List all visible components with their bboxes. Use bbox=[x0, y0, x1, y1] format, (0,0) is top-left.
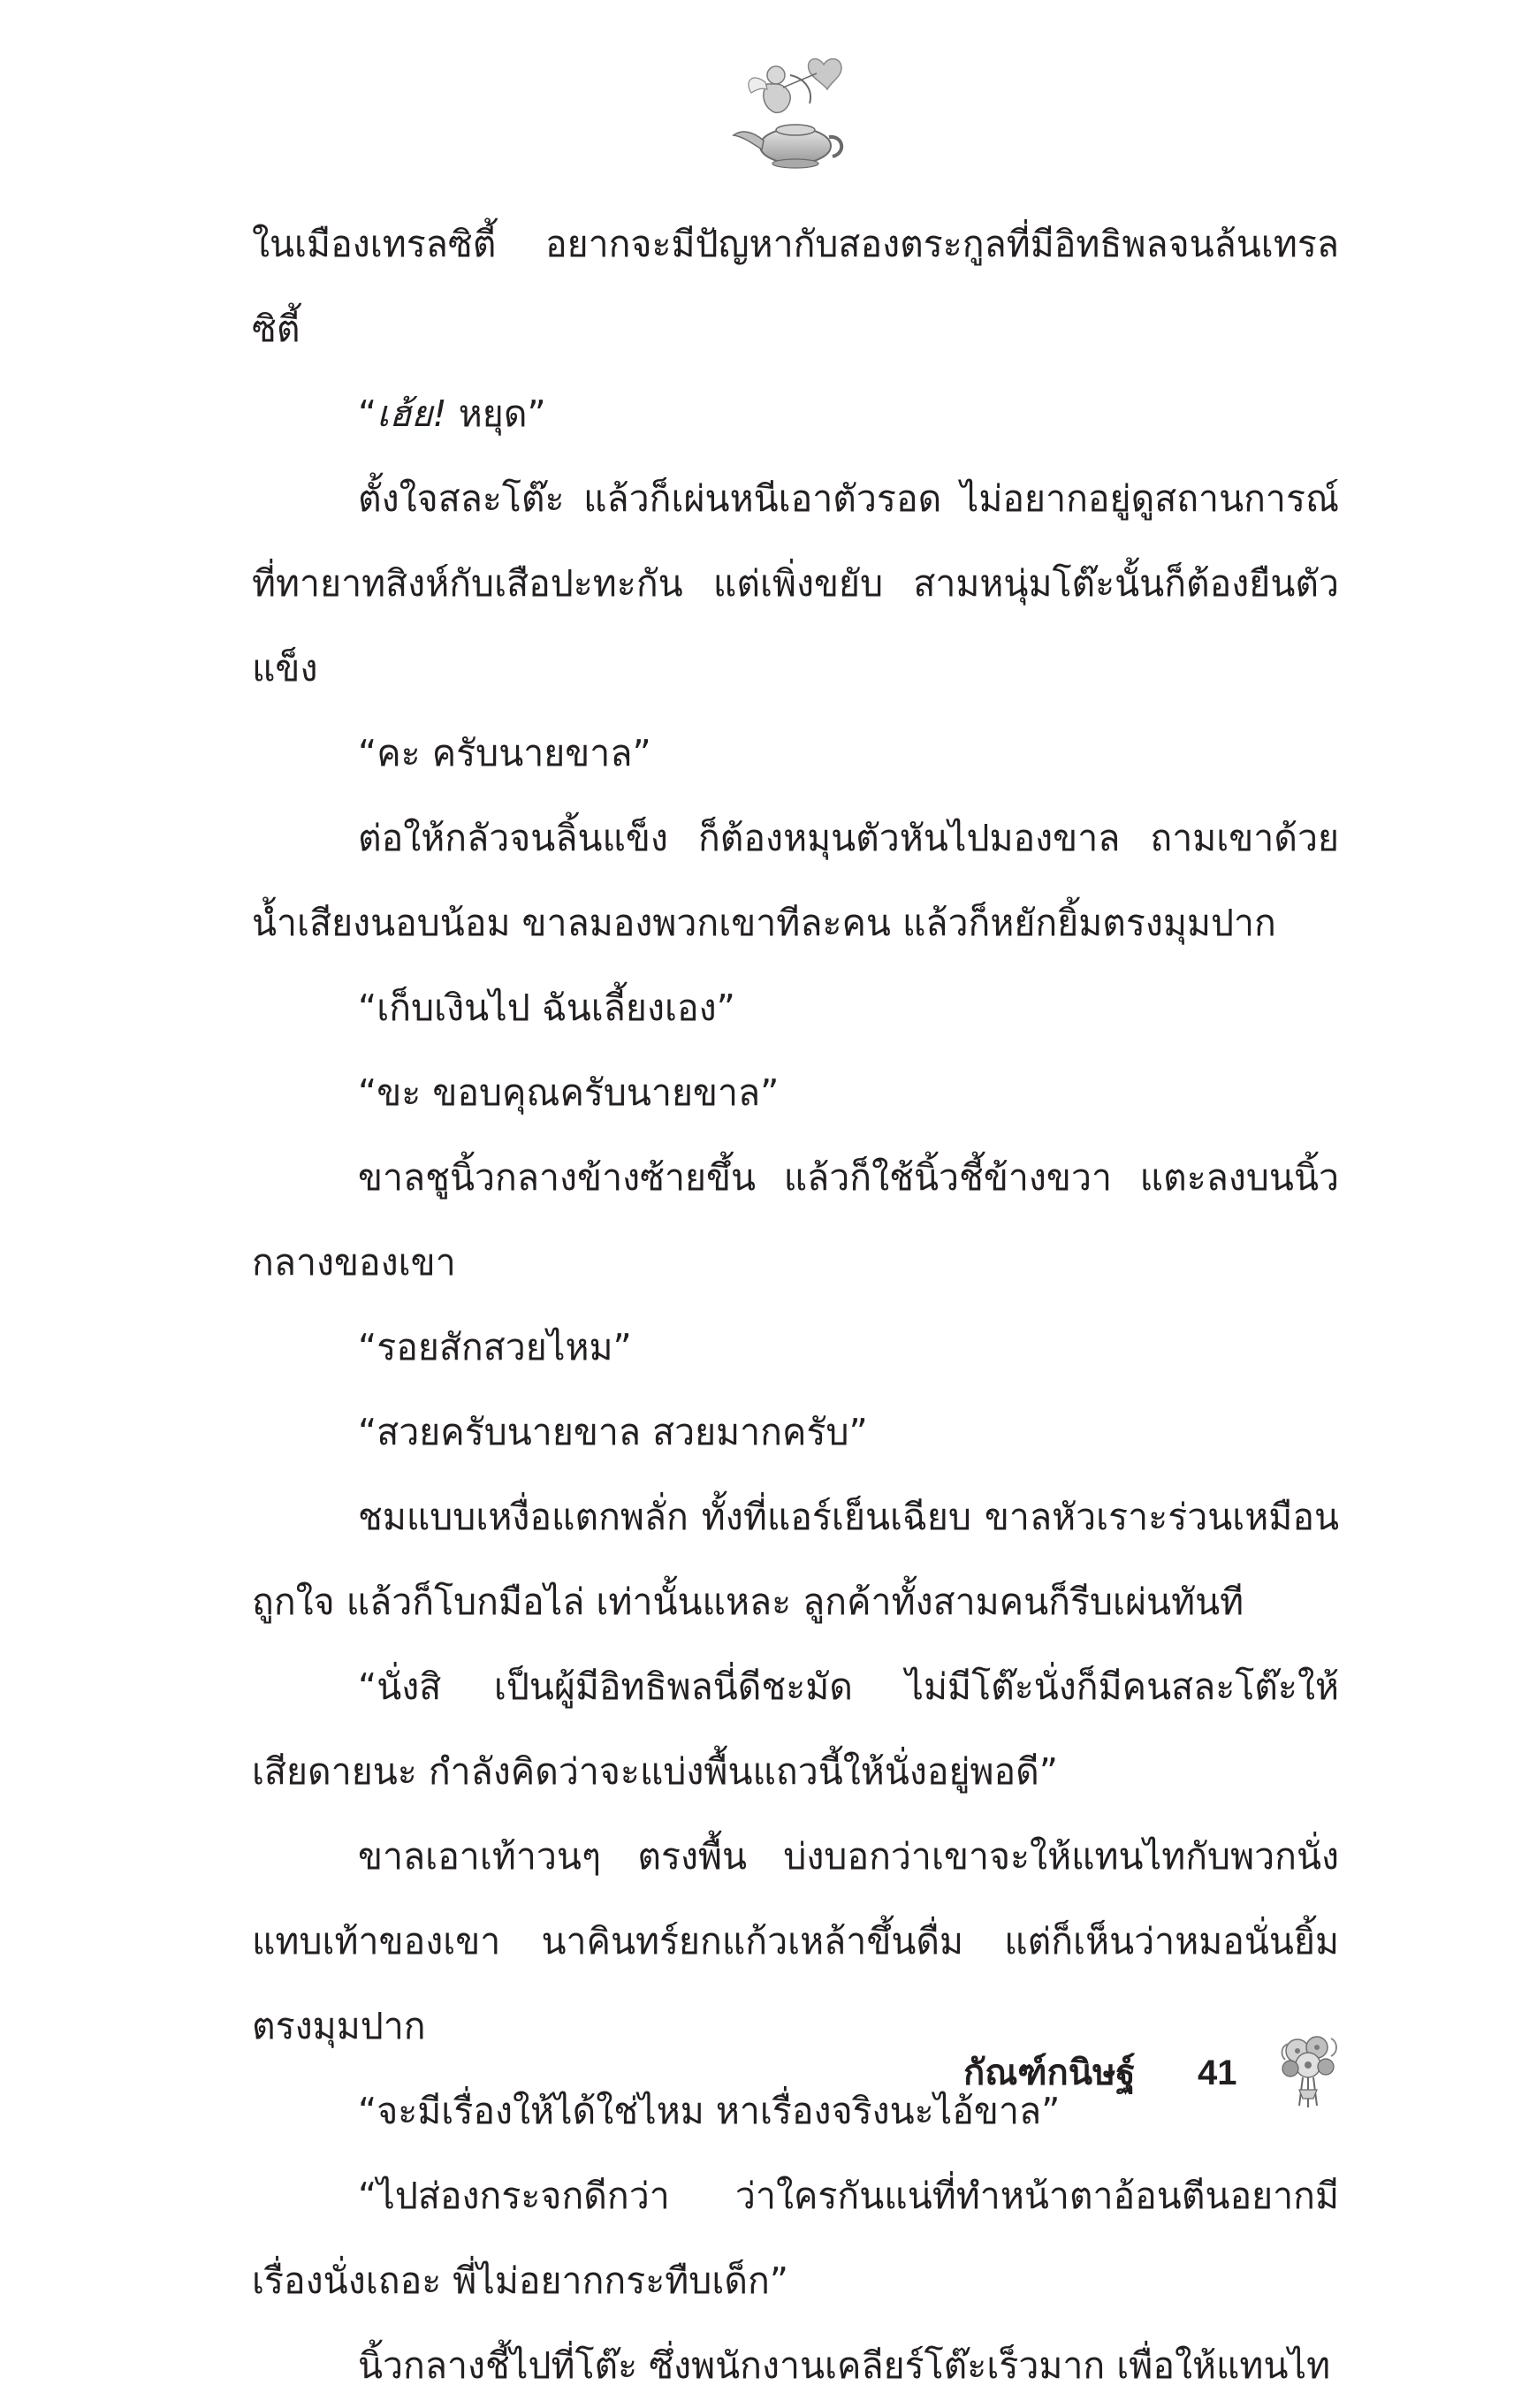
paragraph: ตั้งใจสละโต๊ะ แล้วก็เผ่นหนีเอาตัวรอด ไม่อยากอยู่ดูสถานการณ์ที่ทายาทสิงห์กับเสือปะทะกัน แต่เพิ่งขยับ สามหนุ่มโต๊ะนั้นก็ต้องยืนตัวแข็ง bbox=[252, 477, 1339, 690]
paragraph: “นั่งสิ เป็นผู้มีอิทธิพลนี่ดีชะมัด ไม่มีโต๊ะนั่งก็มีคนสละโต๊ะให้ เสียดายนะ กำลังคิดว่าจะแบ่งพื้นแถวนี้ให้นั่งอยู่พอดี” bbox=[252, 1665, 1339, 1793]
running-footer-title: กัณฑ์กนิษฐ์ bbox=[963, 2053, 1136, 2093]
paragraph: “ขะ ขอบคุณครับนายขาล” bbox=[358, 1071, 780, 1114]
paragraph: “ไปส่องกระจกดีกว่า ว่าใครกันแน่ที่ทำหน้าตาอ้อนตีนอยากมีเรื่องนั่งเถอะ พี่ไม่อยากกระทืบเด็ก” bbox=[252, 2175, 1339, 2302]
paragraph: นิ้วกลางชี้ไปที่โต๊ะ ซึ่งพนักงานเคลียร์โต๊ะเร็วมาก เพื่อให้แทนไท bbox=[358, 2344, 1331, 2387]
paragraph: ในเมืองเทรลซิตี้ อยากจะมีปัญหากับสองตระกูลที่มีอิทธิพลจนล้นเทรลซิตี้ bbox=[252, 223, 1339, 350]
paragraph-text: “ bbox=[358, 392, 377, 435]
chapter-text bbox=[252, 202, 1339, 2408]
page-number: 41 bbox=[1198, 2054, 1237, 2092]
paragraph: ชมแบบเหงื่อแตกพลั่ก ทั้งที่แอร์เย็นเฉียบ ขาลหัวเราะร่วนเหมือนถูกใจ แล้วก็โบกมือไล่ เท่านั้นแหละ ลูกค้าทั้งสามคนก็รีบเผ่นทันที bbox=[252, 1496, 1339, 1623]
paragraph bbox=[252, 371, 1339, 456]
paragraph: “จะมีเรื่องให้ได้ใช่ไหม หาเรื่องจริงนะไอ้ขาล” bbox=[358, 2090, 1061, 2132]
paragraph: ต่อให้กลัวจนลิ้นแข็ง ก็ต้องหมุนตัวหันไปมองขาล ถามเขาด้วยน้ำเสียงนอบน้อม ขาลมองพวกเขาทีละคน แล้วก็หยักยิ้มตรงมุมปาก bbox=[252, 817, 1339, 944]
flower-bouquet-icon bbox=[1273, 2024, 1343, 2113]
teapot-cupid-ornament-icon bbox=[725, 49, 857, 172]
paragraph: ขาลเอาเท้าวนๆ ตรงพื้น บ่งบอกว่าเขาจะให้แทนไทกับพวกนั่งแทบเท้าของเขา นาคินทร์ยกแก้วเหล้าขึ้นดื่ม แต่ก็เห็นว่าหมอนั่นยิ้มตรงมุมปาก bbox=[252, 1835, 1339, 2047]
paragraph: ขาลชูนิ้วกลางข้างซ้ายขึ้น แล้วก็ใช้นิ้วชี้ข้างขวา แตะลงบนนิ้วกลางของเขา bbox=[252, 1156, 1339, 1284]
paragraph: “รอยสักสวยไหม” bbox=[358, 1326, 632, 1368]
paragraph-text: หยุด” bbox=[446, 392, 546, 435]
emphasized-text: เฮ้ย! bbox=[377, 392, 447, 435]
paragraph: “คะ ครับนายขาล” bbox=[358, 732, 651, 774]
paragraph: “สวยครับนายขาล สวยมากครับ” bbox=[358, 1411, 868, 1453]
paragraph: “เก็บเงินไป ฉันเลี้ยงเอง” bbox=[358, 987, 735, 1029]
